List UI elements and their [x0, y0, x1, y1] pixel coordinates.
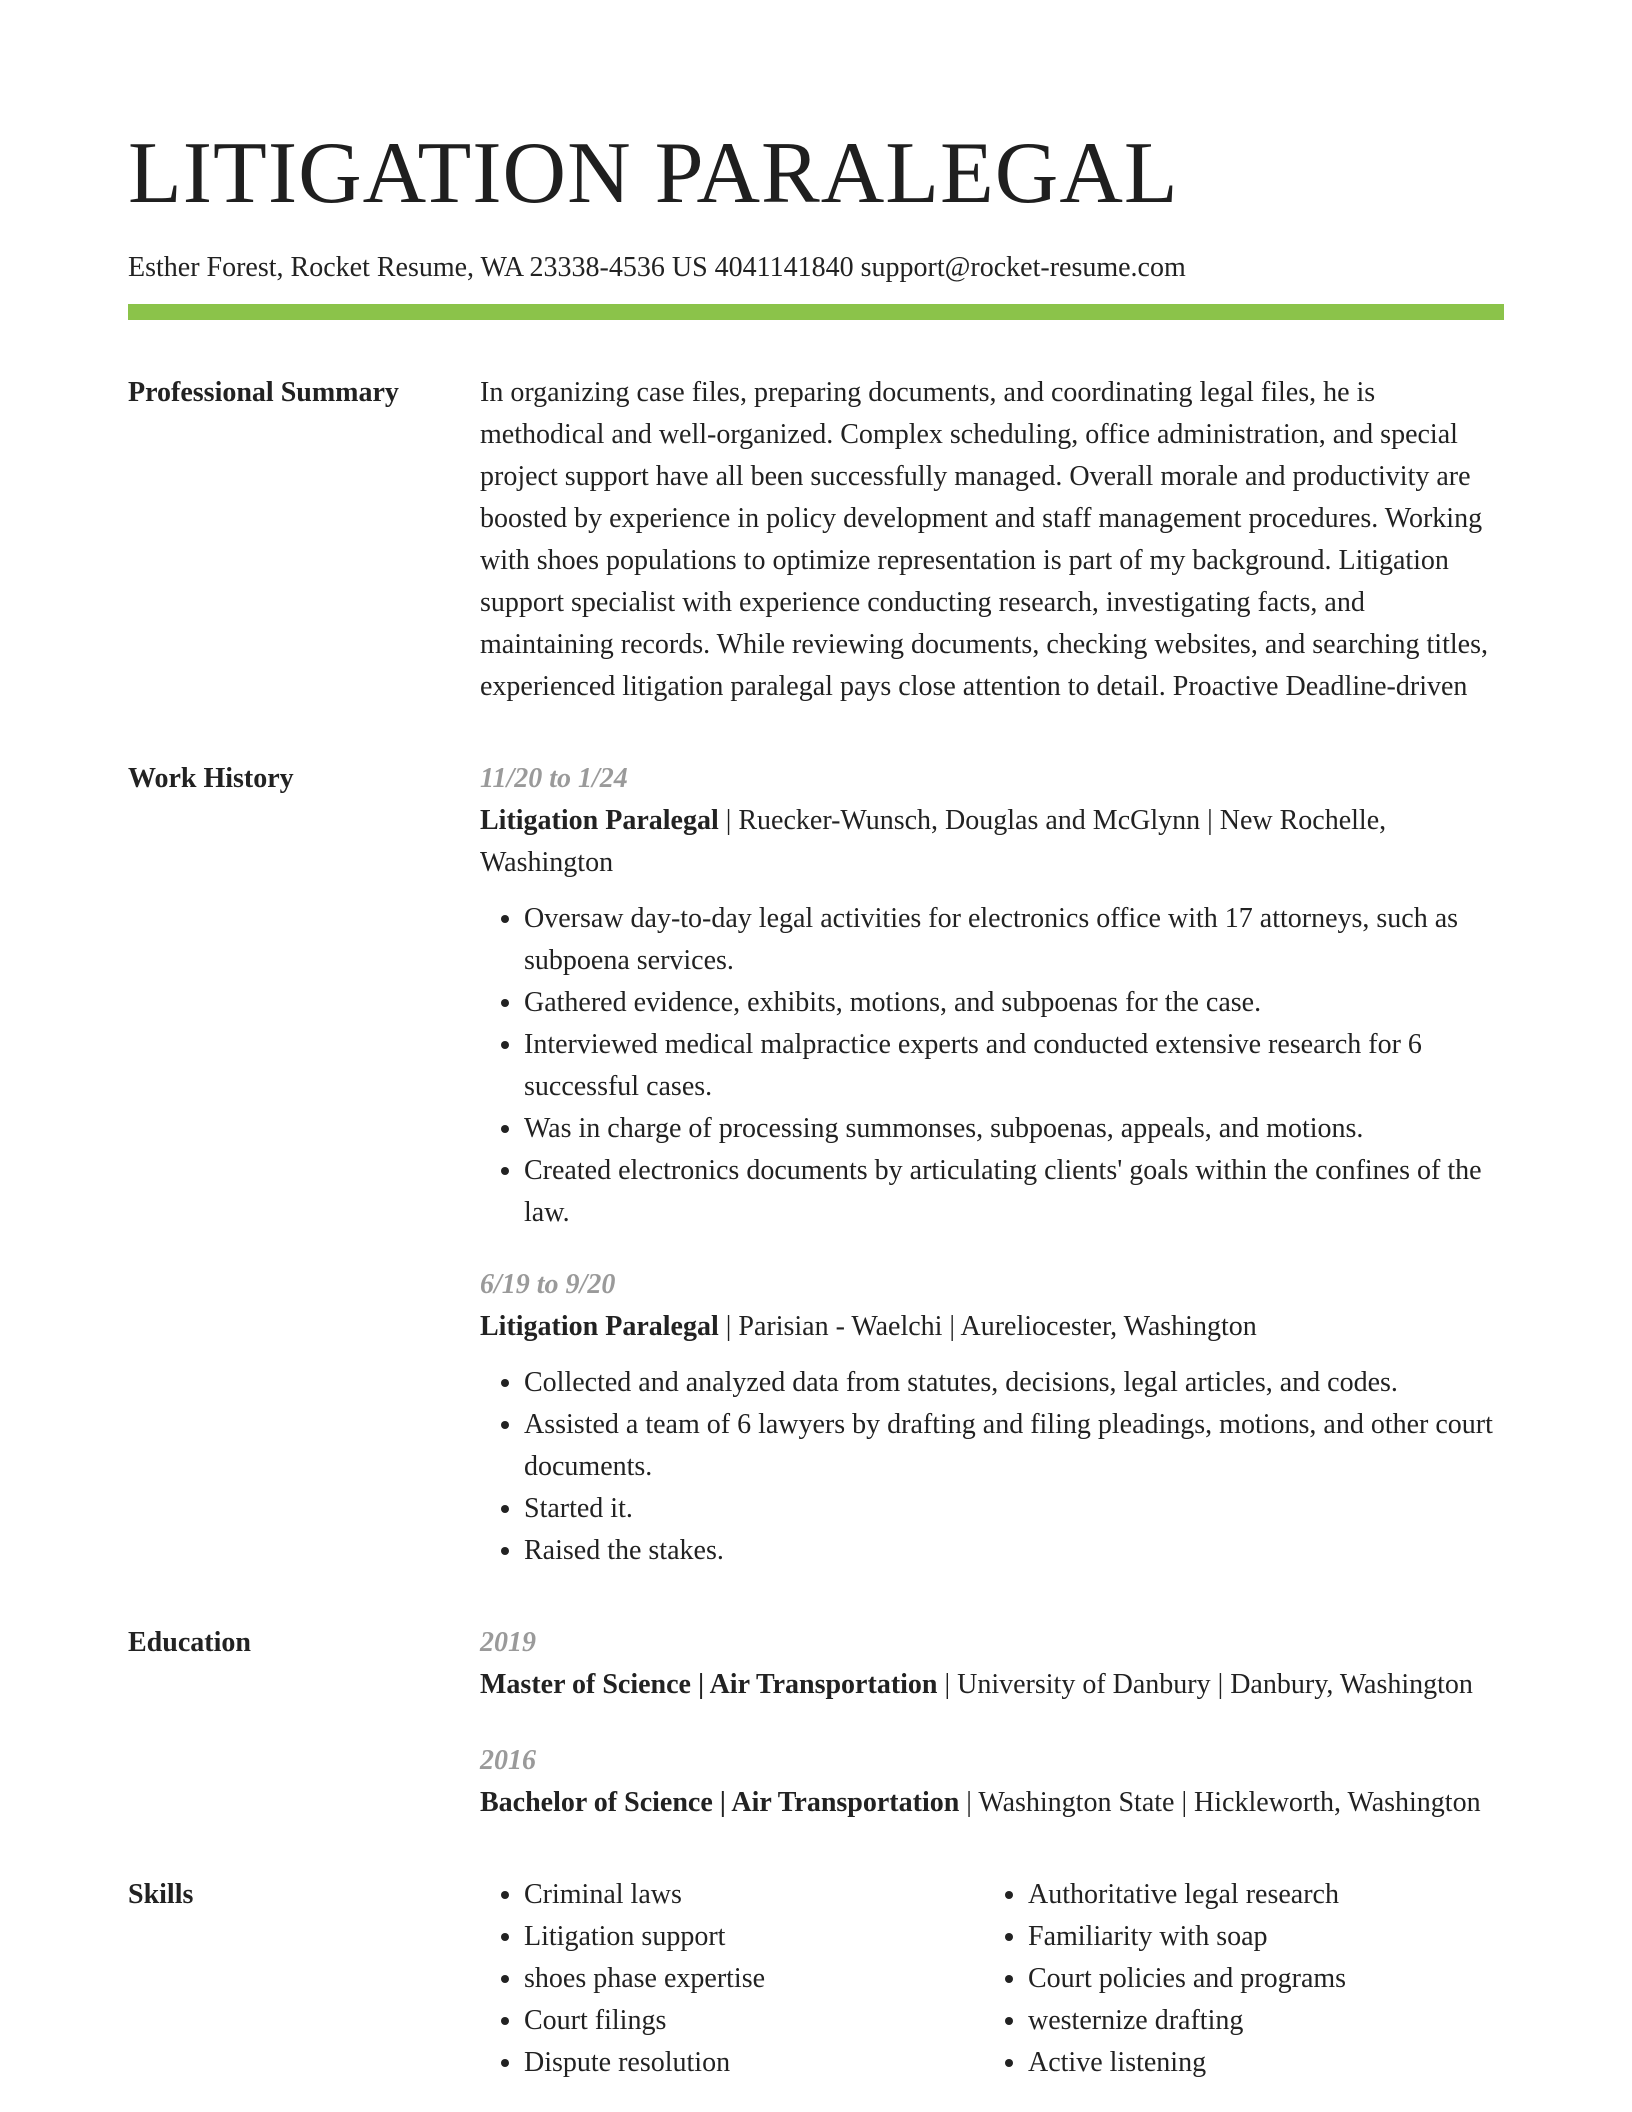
work-history-section — [128, 758, 1504, 1572]
education-entry — [480, 1622, 1504, 1706]
summary-text: In organizing case files, preparing documents, and coordinating legal files, he is methodical and well-organized. Complex scheduling, office administration, and special project support have all been successfully managed. Overall morale and productivity are boosted by experience in policy development and staff management procedures. Working with shoes populations to optimize representation is part of my background. Litigation support specialist with experience conducting research, investigating facts, and maintaining records. While reviewing documents, checking websites, and searching titles, experienced litigation paralegal pays close attention to detail. Proactive Deadline-driven — [480, 377, 1488, 702]
job-title: Litigation Paralegal — [480, 805, 719, 836]
skills-list-left — [480, 1874, 984, 2084]
job-bullet: • Interviewed medical malpractice experts and conducted extensive research for 6 successful cases. — [524, 1024, 1504, 1108]
skill-item: • Active listening — [1028, 2042, 1488, 2084]
education-year: 2016 — [480, 1745, 536, 1776]
job-bullet: • Was in charge of processing summonses, subpoenas, appeals, and motions. — [524, 1108, 1504, 1150]
skill-item: • westernize drafting — [1028, 2000, 1488, 2042]
job-dates: 6/19 to 9/20 — [480, 1269, 616, 1300]
resume-content — [128, 124, 1504, 2084]
education-details: | University of Danbury | Danbury, Washington — [937, 1669, 1473, 1700]
section-label-education: Education — [128, 1627, 251, 1658]
skill-item: • Criminal laws — [524, 1874, 984, 1916]
job-bullets — [480, 1362, 1504, 1572]
job-bullet: • Started it. — [524, 1488, 1504, 1530]
education-degree: Master of Science | Air Transportation — [480, 1669, 938, 1700]
skill-item: • Familiarity with soap — [1028, 1916, 1488, 1958]
section-label-skills: Skills — [128, 1879, 194, 1910]
job-bullet: • Assisted a team of 6 lawyers by drafting and filing pleadings, motions, and other court documents. — [524, 1404, 1504, 1488]
job-bullet: • Raised the stakes. — [524, 1530, 1504, 1572]
skill-item: • Dispute resolution — [524, 2042, 984, 2084]
job-heading — [480, 1306, 1504, 1348]
job-bullets — [480, 898, 1504, 1234]
work-history-body — [480, 758, 1504, 1572]
skills-section — [128, 1874, 1504, 2084]
education-year: 2019 — [480, 1627, 536, 1658]
education-section — [128, 1622, 1504, 1824]
job-entry — [480, 758, 1504, 1234]
job-heading — [480, 800, 1504, 884]
accent-divider — [128, 304, 1504, 320]
education-heading — [480, 1664, 1504, 1706]
job-bullet: • Created electronics documents by articulating clients' goals within the confines of the law. — [524, 1150, 1504, 1234]
job-bullet: • Collected and analyzed data from statutes, decisions, legal articles, and codes. — [524, 1362, 1504, 1404]
job-bullet: • Gathered evidence, exhibits, motions, and subpoenas for the case. — [524, 982, 1504, 1024]
job-details: | Ruecker-Wunsch, Douglas and McGlynn | New Rochelle, Washington — [480, 805, 1387, 878]
skill-item: • shoes phase expertise — [524, 1958, 984, 2000]
section-label-summary: Professional Summary — [128, 377, 399, 408]
job-dates: 11/20 to 1/24 — [480, 763, 628, 794]
education-body — [480, 1622, 1504, 1824]
skills-list-right — [984, 1874, 1488, 2084]
contact-line: Esther Forest, Rocket Resume, WA 23338-4536 US 4041141840 support@rocket-resume.com — [128, 252, 1186, 283]
skill-item: • Litigation support — [524, 1916, 984, 1958]
skills-columns — [480, 1874, 1504, 2084]
skills-body — [480, 1874, 1504, 2084]
education-degree: Bachelor of Science | Air Transportation — [480, 1787, 960, 1818]
section-label-work-history: Work History — [128, 763, 294, 794]
job-bullet: • Oversaw day-to-day legal activities for electronics office with 17 attorneys, such as subpoena services. — [524, 898, 1504, 982]
resume-title: LITIGATION PARALEGAL — [128, 125, 1179, 222]
job-entry — [480, 1264, 1504, 1572]
job-details: | Parisian - Waelchi | Aureliocester, Washington — [718, 1311, 1257, 1342]
education-details: | Washington State | Hickleworth, Washington — [959, 1787, 1481, 1818]
skill-item: • Authoritative legal research — [1028, 1874, 1488, 1916]
job-title: Litigation Paralegal — [480, 1311, 719, 1342]
education-heading — [480, 1782, 1504, 1824]
summary-body — [480, 372, 1504, 708]
skill-item: • Court policies and programs — [1028, 1958, 1488, 2000]
summary-section — [128, 372, 1504, 708]
education-entry — [480, 1740, 1504, 1824]
skill-item: • Court filings — [524, 2000, 984, 2042]
